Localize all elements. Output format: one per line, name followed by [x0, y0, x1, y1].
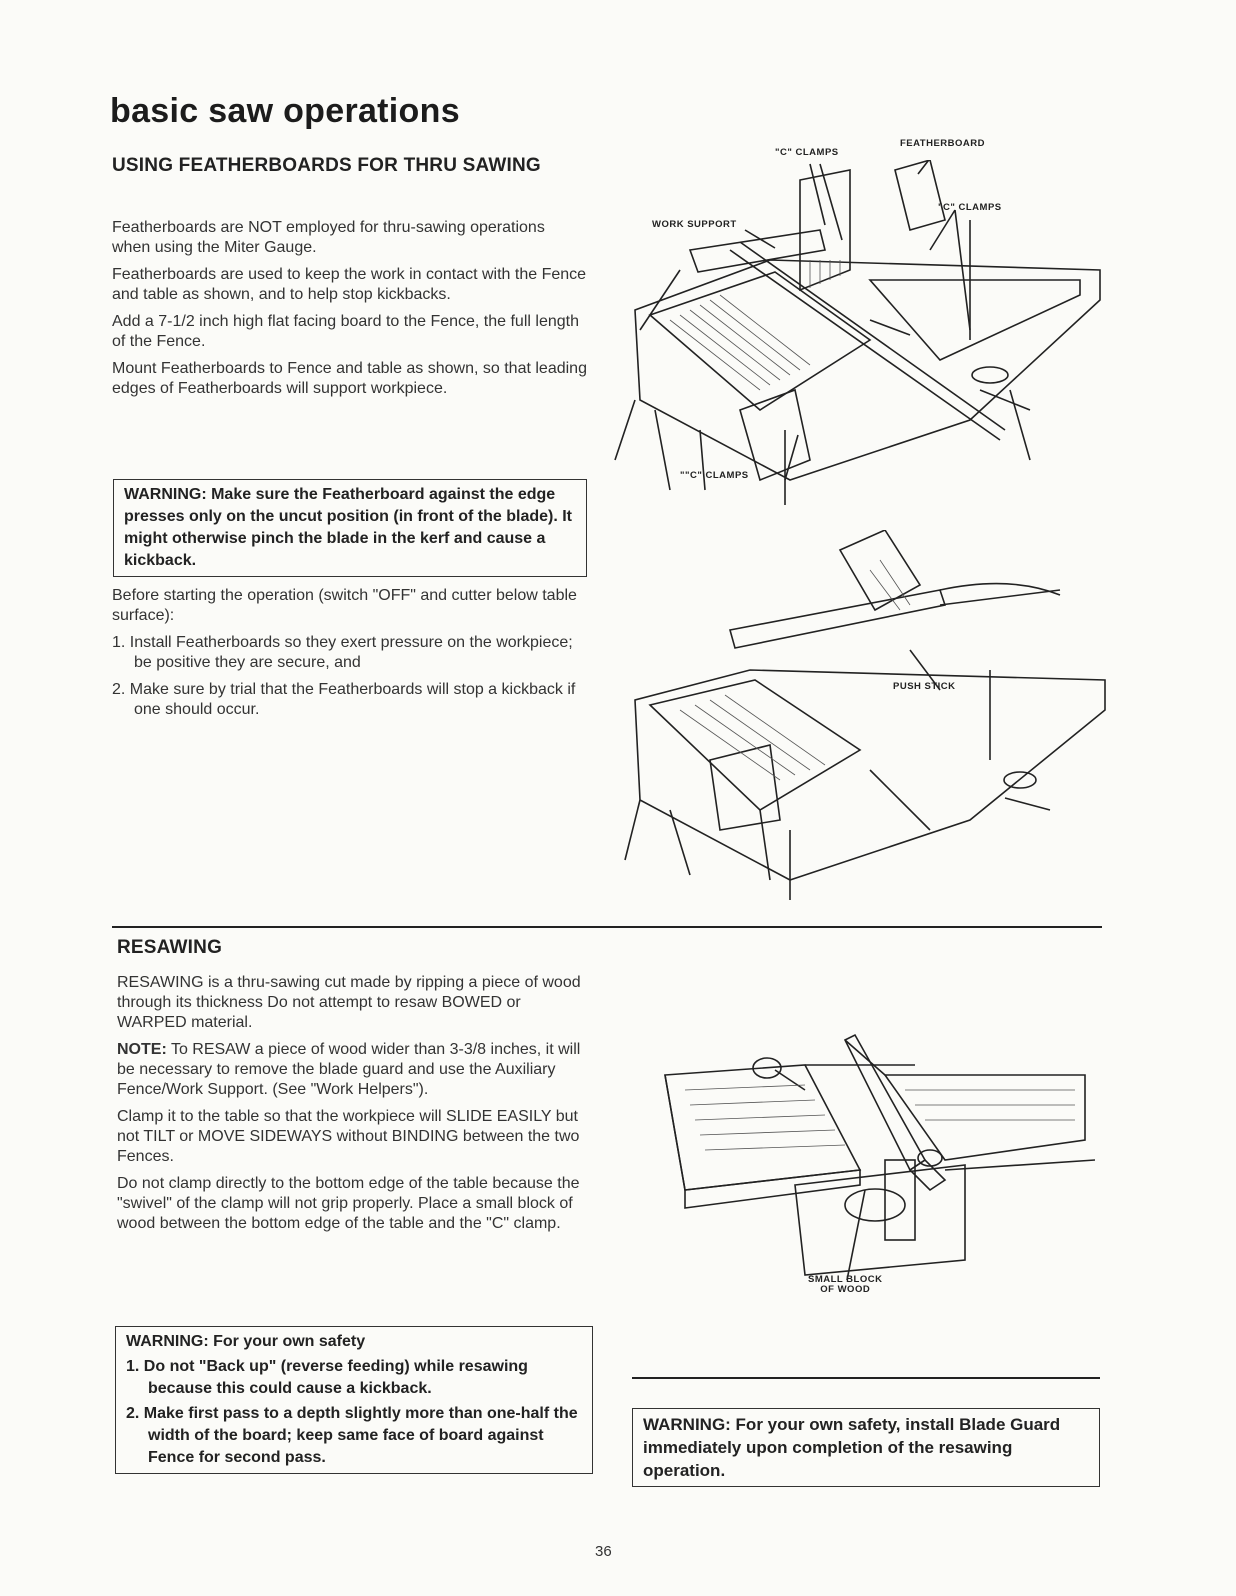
label-work-support: WORK SUPPORT	[652, 219, 737, 230]
page-title: basic saw operations	[110, 92, 460, 130]
list-item: 2. Make first pass to a depth slightly more than one-half the width of the board; keep same face of board against Fence for second pass.	[126, 1405, 578, 1466]
paragraph: Before starting the operation (switch "OFF" and cutter below table surface):	[112, 587, 577, 624]
resawing-text	[117, 973, 587, 1241]
guard-warning-rule	[632, 1377, 1100, 1379]
list-item: 1. Do not "Back up" (reverse feeding) while resawing because this could cause a kickback.	[126, 1358, 528, 1397]
paragraph: Mount Featherboards to Fence and table as shown, so that leading edges of Featherboards will support workpiece.	[112, 360, 587, 397]
paragraph: Featherboards are used to keep the work in contact with the Fence and table as shown, and to help stop kickbacks.	[112, 266, 587, 303]
featherboards-text	[112, 218, 587, 406]
page-number: 36	[595, 1543, 612, 1560]
label-c-clamps-top: "C" CLAMPS	[775, 147, 839, 158]
label-line: SMALL BLOCK	[808, 1274, 883, 1285]
label-c-clamps-bottom: ""C" CLAMPS	[680, 470, 749, 481]
section-divider	[112, 926, 1102, 928]
label-push-stick: PUSH STICK	[893, 681, 956, 692]
paragraph: Do not clamp directly to the bottom edge of the table because the "swivel" of the clamp will not grip properly. Place a small block of wood between the bottom edge of the table and the "C" clamp.	[117, 1175, 580, 1232]
list-item: 2. Make sure by trial that the Featherboards will stop a kickback if one should occur.	[112, 681, 576, 718]
note-text: To RESAW a piece of wood wider than 3-3/8 inches, it will be necessary to remove the blade guard and use the Auxiliary Fence/Work Support. (See "Work Helpers").	[117, 1041, 581, 1098]
paragraph: RESAWING is a thru-sawing cut made by ripping a piece of wood through its thickness Do not attempt to resaw BOWED or WARPED material.	[117, 974, 581, 1031]
resawing-warning-box	[115, 1326, 593, 1474]
warning-title: WARNING: For your own safety	[126, 1333, 366, 1350]
featherboards-heading: USING FEATHERBOARDS FOR THRU SAWING	[112, 155, 541, 176]
label-featherboard: FEATHERBOARD	[900, 138, 985, 149]
resawing-illustration	[655, 1030, 1095, 1280]
featherboard-table-illustration	[610, 160, 1110, 520]
featherboards-steps	[112, 586, 587, 727]
note-paragraph	[117, 1040, 587, 1100]
label-c-clamps-right: "C" CLAMPS	[938, 202, 1002, 213]
blade-guard-warning-box	[632, 1408, 1100, 1487]
warning-text: WARNING: Make sure the Featherboard against the edge presses only on the uncut position (in front of the blade). It might otherwise pinch the blade in the kerf and cause a kickback.	[124, 486, 572, 569]
list-item: 1. Install Featherboards so they exert pressure on the workpiece; be positive they are secure, and	[112, 634, 573, 671]
label-line: OF WOOD	[820, 1284, 871, 1295]
paragraph: Clamp it to the table so that the workpiece will SLIDE EASILY but not TILT or MOVE SIDEWAYS without BINDING between the two Fences.	[117, 1108, 580, 1165]
push-stick-illustration	[610, 530, 1110, 905]
resawing-heading: RESAWING	[117, 937, 223, 958]
paragraph: Featherboards are NOT employed for thru-sawing operations when using the Miter Gauge.	[112, 219, 545, 256]
warning-text: WARNING: For your own safety, install Blade Guard immediately upon completion of the resawing operation.	[643, 1415, 1061, 1480]
paragraph: Add a 7-1/2 inch high flat facing board to the Fence, the full length of the Fence.	[112, 313, 579, 350]
featherboard-warning-box	[113, 479, 587, 577]
note-label: NOTE:	[117, 1041, 167, 1058]
